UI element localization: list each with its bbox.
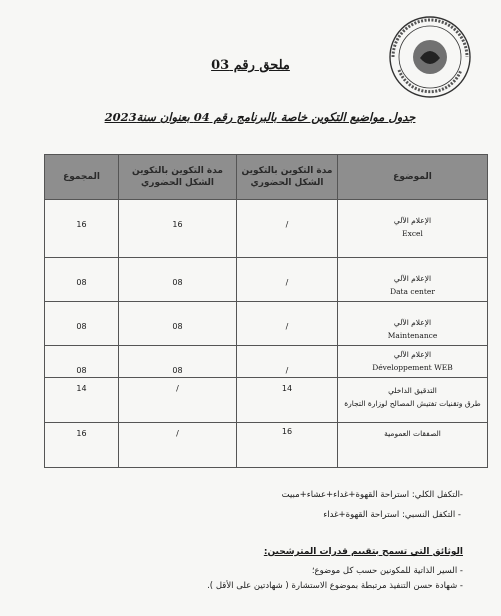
subject-ar: الإعلام الآلي bbox=[393, 274, 432, 283]
total-cell: 16 bbox=[45, 200, 119, 258]
subject-ar: الإعلام الآلي bbox=[393, 350, 432, 359]
table-row bbox=[45, 200, 488, 258]
subject-cell bbox=[338, 378, 488, 423]
list-item: - السير الذاتية للمكونين حسب كل موضوع؛ bbox=[311, 566, 463, 576]
full-coverage-note: -التكفل الكلي: استراحة القهوة+غداء+عشاء+مبيت bbox=[281, 490, 463, 500]
table-row bbox=[45, 302, 488, 346]
subject-detail: طرق وتقنيات تفتيش المصالح لوزارة التجارة bbox=[344, 399, 481, 408]
documents-title: الوثائق التي تسمح بتقييم قدرات المترشحين: bbox=[263, 547, 463, 557]
total-cell: 08 bbox=[45, 258, 119, 302]
total-cell: 08 bbox=[45, 346, 119, 378]
in-person-cell: 08 bbox=[119, 258, 237, 302]
subject-fr: Data center bbox=[390, 287, 435, 296]
in-person-cell: / bbox=[119, 423, 237, 468]
in-person-cell: 16 bbox=[119, 200, 237, 258]
header-remote: مدة التكوين بالتكوين الشكل الحضوري bbox=[237, 155, 338, 200]
official-seal-stamp bbox=[387, 14, 473, 100]
remote-cell: / bbox=[237, 302, 338, 346]
subject-ar: الصفقات العمومية bbox=[384, 429, 441, 438]
subject-fr: Développement WEB bbox=[372, 363, 453, 372]
table-row bbox=[45, 258, 488, 302]
header-subject: الموضوع bbox=[338, 155, 488, 200]
list-item: - شهادة حسن التنفيذ مرتبطة بموضوع الاستشارة ( شهادتين على الأقل ). bbox=[207, 581, 463, 591]
document-title: جدول مواضيع التكوين خاصة بالبرنامج رقم 04 بعنوان سنة2023 bbox=[104, 110, 416, 124]
remote-cell: / bbox=[237, 258, 338, 302]
subject-cell bbox=[338, 423, 488, 468]
remote-cell: 14 bbox=[237, 378, 338, 423]
header-total: المجموع bbox=[45, 155, 119, 200]
total-cell: 14 bbox=[45, 378, 119, 423]
table-row bbox=[45, 423, 488, 468]
remote-cell: 16 bbox=[237, 423, 338, 468]
total-cell: 08 bbox=[45, 302, 119, 346]
subject-cell bbox=[338, 346, 488, 378]
subject-cell bbox=[338, 200, 488, 258]
subject-ar: الإعلام الآلي bbox=[393, 216, 432, 225]
remote-cell: / bbox=[237, 346, 338, 378]
total-cell: 16 bbox=[45, 423, 119, 468]
subject-cell bbox=[338, 258, 488, 302]
documents-list bbox=[207, 564, 463, 594]
subject-fr: Maintenance bbox=[387, 331, 438, 340]
table-header-row bbox=[45, 155, 488, 200]
subject-fr: Excel bbox=[402, 229, 423, 238]
subject-ar: التدقيق الداخلي bbox=[388, 386, 437, 395]
remote-cell: / bbox=[237, 200, 338, 258]
table-row bbox=[45, 346, 488, 378]
in-person-cell: / bbox=[119, 378, 237, 423]
in-person-cell: 08 bbox=[119, 346, 237, 378]
partial-coverage-note: - التكفل النسبي: استراحة القهوة+غداء bbox=[323, 510, 461, 520]
training-topics-table bbox=[44, 154, 488, 468]
table-row bbox=[45, 378, 488, 423]
header-in-person: مدة التكوين بالتكوين الشكل الحضوري bbox=[119, 155, 237, 200]
subject-ar: الإعلام الآلي bbox=[393, 318, 432, 327]
subject-cell bbox=[338, 302, 488, 346]
annex-title: ملحق رقم 03 bbox=[211, 58, 290, 73]
in-person-cell: 08 bbox=[119, 302, 237, 346]
